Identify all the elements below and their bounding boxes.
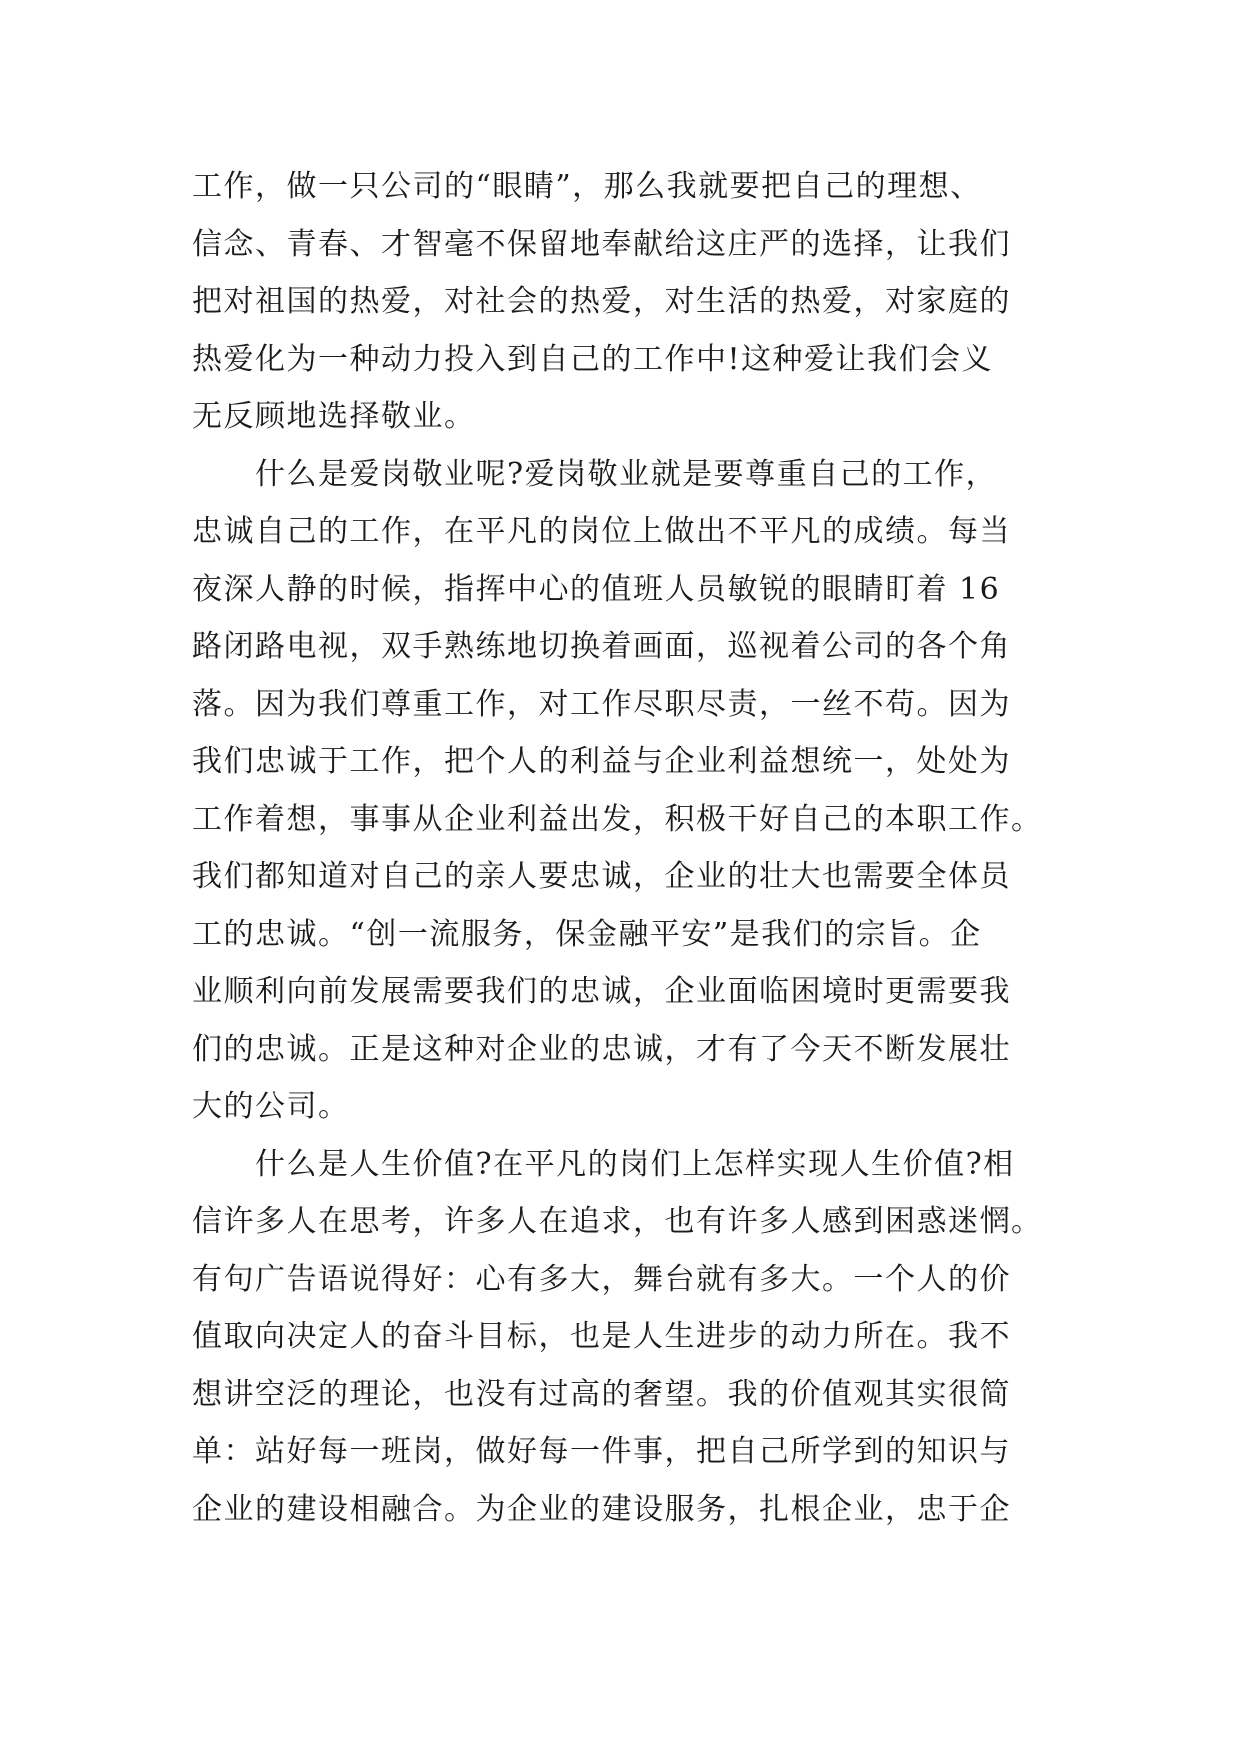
text-line: 无反顾地选择敬业。 (192, 399, 476, 434)
text-line: 大的公司。 (192, 1089, 350, 1124)
text-line: 我们都知道对自己的亲人要忠诚，企业的壮大也需要全体员 (192, 859, 1011, 894)
text-line: 值取向决定人的奋斗目标，也是人生进步的动力所在。我不 (192, 1319, 1011, 1354)
text-line: 热爱化为一种动力投入到自己的工作中!这种爱让我们会义 (192, 341, 994, 377)
text-line: 们的忠诚。正是这种对企业的忠诚，才有了今天不断发展壮 (192, 1031, 1011, 1067)
text-line: 工作，做一只公司的“眼睛”，那么我就要把自己的理想、 (192, 169, 982, 204)
paragraph-start-line: 什么是人生价值?在平凡的岗们上怎样实现人生价值?相 (192, 1146, 1015, 1182)
text-line: 工的忠诚。“创一流服务，保金融平安”是我们的宗旨。企 (192, 916, 982, 952)
text-line: 信许多人在思考，许多人在追求，也有许多人感到困惑迷惘。 (192, 1204, 1043, 1239)
text-line: 信念、青春、才智毫不保留地奉献给这庄严的选择，让我们 (192, 226, 1011, 262)
text-line: 有句广告语说得好：心有多大，舞台就有多大。一个人的价 (192, 1261, 1011, 1297)
text-line: 想讲空泛的理论，也没有过高的奢望。我的价值观其实很简 (192, 1376, 1011, 1412)
text-line: 落。因为我们尊重工作，对工作尽职尽责，一丝不苟。因为 (192, 686, 1011, 722)
text-line: 单：站好每一班岗，做好每一件事，把自己所学到的知识与 (192, 1434, 1011, 1469)
text-line: 工作着想，事事从企业利益出发，积极干好自己的本职工作。 (192, 801, 1043, 837)
text-line: 忠诚自己的工作，在平凡的岗位上做出不平凡的成绩。每当 (192, 514, 1011, 549)
paragraph-start-line: 什么是爱岗敬业呢?爱岗敬业就是要尊重自己的工作， (192, 456, 998, 492)
text-line: 企业的建设相融合。为企业的建设服务，扎根企业，忠于企 (192, 1491, 1011, 1527)
text-line: 我们忠诚于工作，把个人的利益与企业利益想统一，处处为 (192, 744, 1011, 779)
text-line: 把对祖国的热爱，对社会的热爱，对生活的热爱，对家庭的 (192, 284, 1011, 319)
body-text (192, 158, 1056, 1538)
text-line: 业顺利向前发展需要我们的忠诚，企业面临困境时更需要我 (192, 974, 1011, 1009)
text-line: 路闭路电视，双手熟练地切换着画面，巡视着公司的各个角 (192, 629, 1011, 664)
text-line: 夜深人静的时候，指挥中心的值班人员敏锐的眼睛盯着 16 (192, 571, 1001, 607)
